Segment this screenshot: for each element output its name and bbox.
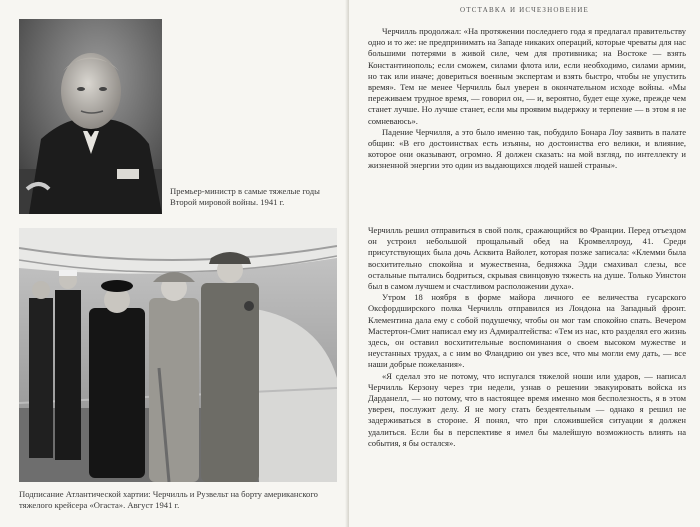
atlantic-charter-illustration [19,228,337,482]
paragraph: Черчилль решил отправиться в свой полк, сражающийся во Франции. Перед отъездом он устроил небольшой прощальный обед на Кромвеллроуд, 41. Среди присутствующих была дочь Асквита Вайолет, которая позже записала: «Клемми была восхитительно спокойна и мужественна, бедняжка Эдди смахивал слезы, все остальные пытались бодриться, скрывая свинцовую тяжесть на душе. Только Уинстон был в самом лучшем и счастливом расположении духа». [368,225,686,292]
portrait-illustration [19,19,162,214]
atlantic-charter-photo [19,228,337,482]
body-text-top [368,26,686,172]
left-page [0,0,349,527]
paragraph: Черчилль продолжал: «На протяжении последнего года я предлагал правительству одно и то же: не предпринимать на Западе никаких операций, которые чреваты для нас большими потерями в живой силе, чем для противника; на Востоке — взять Константинополь; если сможем, силами флота или, если необходимо, силами армии, но так или иначе; довериться военным экспертам и взять быстро, чтобы не упустить время». Тем не менее Черчилль был уверен в окончательном исходе войны. «Мы переживаем трудное время, — говорил он, — и, вероятно, будет еще хуже, прежде чем станет лучше. Но лучше станет, если мы проявим выдержку и терпение — в этом я не сомневаюсь». [368,26,686,126]
body-text-bottom [368,225,686,449]
paragraph: Падение Черчилля, а это было именно так, побудило Бонара Лоу заявить в палате общин: «В его достоинствах есть изъяны, но достоинства его велики, и влияние, которое они оказывают, огромно. Я должен сказать: на мой взгляд, по интеллекту и жизненной энергии это один из выдающихся людей нашей страны». [368,126,686,171]
portrait-photo [19,19,162,214]
right-page [349,0,700,527]
portrait-caption: Премьер-министр в самые тяжелые годы Второй мировой войны. 1941 г. [170,186,320,207]
paragraph: Утром 18 ноября в форме майора личного ее величества гусарского Оксфордширского полка Черчилль отправился из Лондона на Западный фронт. Клементина дала ему с собой подушечку, чтобы он мог там спокойно спать. Вечером Мастертон-Смит написал ему из Адмиралтейства: «Тем из нас, кто разделял его жизнь здесь, он оставил восхитительные воспоминания о своем высоком мужестве и неустанных трудах, а с ним во Фландрию он увез все, что мы могли ему дать, — все наши добрые пожелания». [368,292,686,370]
running-head: ОТСТАВКА И ИСЧЕЗНОВЕНИЕ [460,6,589,14]
atlantic-charter-caption: Подписание Атлантической хартии: Черчилль и Рузвельт на борту американского тяжелого крейсера «Огаста». Август 1941 г. [19,489,318,510]
paragraph: «Я сделал это не потому, что испугался тяжелой ноши или ударов, — написал Черчилль Керзону через три недели, узнав о решении эвакуировать войска из Дарданелл, — но потому, что в настоящее время именно моя бесполезность, я в этом уверен, послужит делу. Я не могу стать бездеятельным — однако я решил не задерживаться в стороне. Я понял, что при сложившейся ситуации я должен удалиться. Если бы в перспективе я имел бы малейшую возможность влиять на события, я бы остался». [368,370,686,448]
